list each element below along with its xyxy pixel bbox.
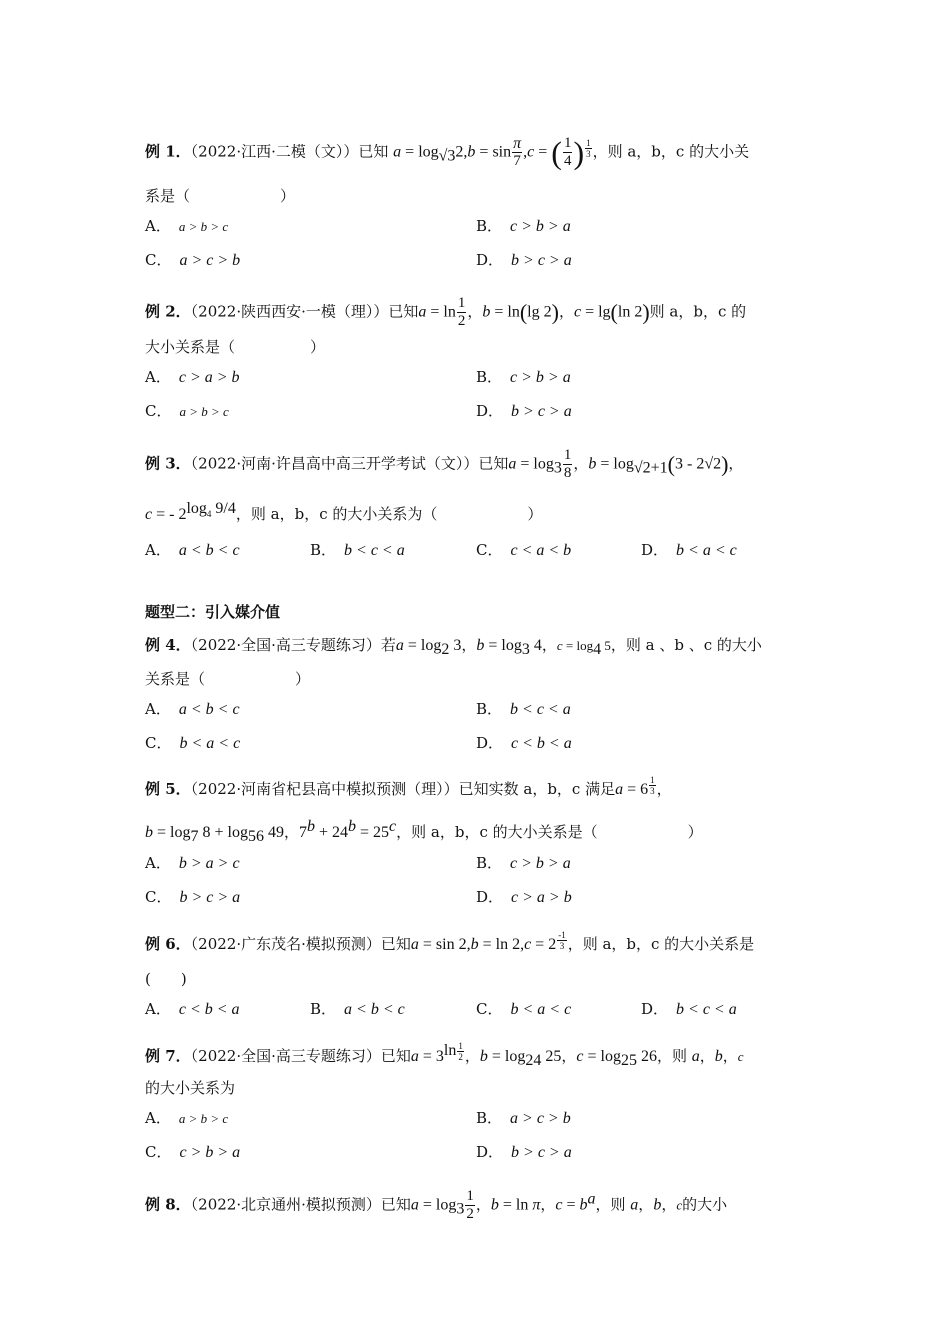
example-4-line-1: 例 4．（2022·全国·高三专题练习）若$a = \log_2 3$，$b = \log_3 4$，$c = \log_4 5$，则 a 、b 、c 的大小 xyxy=(145,636,762,658)
example-source: （2022·北京通州·模拟预测）已知 xyxy=(190,1195,411,1214)
option-d: D． c < b < a xyxy=(476,734,572,752)
example-5-line-2: $b = \log_7 8 + \log_{56} 49$，$7^b + 24^b = 25^c$，则 a，b，c 的大小关系是（ ） xyxy=(145,818,703,845)
example-5-line-1: 例 5．（2022·河南省杞县高中模拟预测（理））已知实数 a，b，c 满足a = 6 $^{\frac{1}{3}}$ ， xyxy=(145,775,672,798)
option-a: A． a < b < c xyxy=(145,541,240,559)
example-7-line-2: 的大小关系为 xyxy=(145,1079,236,1097)
option-b: B． c > b > a xyxy=(476,217,571,235)
option-b: B． c > b > a xyxy=(476,368,571,386)
example-4-line-2: 关系是（ ） xyxy=(145,670,311,688)
example-label: 例 5． xyxy=(145,780,191,798)
example-tail: ，则 a，b，c 的大小关系是（ ） xyxy=(396,823,703,841)
example-1-line-2: 系是（ ） xyxy=(145,187,296,205)
example-6-line-1: 例 6．（2022·广东茂名·模拟预测）已知a = sin 2,b = ln 2,c = 2 $^{\frac{-1}{3}}$ ，则 a，b，c 的大小关系是 xyxy=(145,930,755,953)
option-d: D． b > c > a xyxy=(476,251,572,269)
example-3-line-2: c = - $2^{log_4 9/4}$，则 a，b，c 的大小关系为（ ） xyxy=(145,500,543,523)
option-c: C． b < a < c xyxy=(476,1000,572,1018)
option-d: D． b > c > a xyxy=(476,1143,572,1161)
option-d: D． c > a > b xyxy=(476,888,572,906)
option-c: C． c > b > a xyxy=(145,1143,241,1161)
example-label: 例 4． xyxy=(145,636,191,654)
section-title: 题型二：引入媒介值 xyxy=(145,603,281,621)
option-a: A． c < b < a xyxy=(145,1000,240,1018)
example-6-line-2: ( ) xyxy=(145,970,187,988)
example-tail: ，则 a，b，c 的大小关系为（ ） xyxy=(235,505,543,523)
example-source: （2022·全国·高三专题练习）已知 xyxy=(190,1047,411,1066)
option-d: D． b < c < a xyxy=(641,1000,737,1018)
example-tail: ，则 a，b，c 的大小关系是 xyxy=(567,935,755,953)
example-source: （2022·河南省杞县高中模拟预测（理））已知实数 a，b，c 满足 xyxy=(190,780,616,798)
option-b: B． b < c < a xyxy=(476,700,571,718)
option-c: C． b < a < c xyxy=(145,734,241,752)
example-label: 例 8． xyxy=(145,1195,191,1214)
option-d: D． b < a < c xyxy=(641,541,737,559)
option-c: C． a > b > c xyxy=(145,402,229,420)
example-3-line-1: 例 3．（2022·河南·许昌高中高三开学考试（文））已知$a = \log_3$ $\frac{1}{8}$ ，$b = \log_{√2+1}(3 - 2√2)$， xyxy=(145,447,744,481)
option-b: B． a < b < c xyxy=(310,1000,405,1018)
option-d: D． b > c > a xyxy=(476,402,572,420)
example-source: （2022·广东茂名·模拟预测）已知 xyxy=(190,935,411,953)
option-c: C． c < a < b xyxy=(476,541,572,559)
example-source: （2022·全国·高三专题练习）若 xyxy=(190,636,396,654)
option-b: B． c > b > a xyxy=(476,854,571,872)
example-2-line-2: 大小关系是（ ） xyxy=(145,338,326,356)
formula: a xyxy=(393,143,402,161)
example-source: （2022·河南·许昌高中高三开学考试（文））已知 xyxy=(190,454,509,473)
example-tail: ，则 a，b，c 的大小关 xyxy=(592,142,750,161)
example-label: 例 7． xyxy=(145,1047,191,1066)
example-1-line-1: 例 1．（2022·江西·二模（文））已知 $a = \log_{√3}2,b = \sin$ $\frac{\pi}{7}$ ,c = ( $\frac{1}{4}$ ) $^{\frac{1}{3}}$ ，则 a，b，c 的大小关 xyxy=(145,134,750,171)
example-label: 例 2． xyxy=(145,302,191,321)
option-c: C． a > c > b xyxy=(145,251,241,269)
example-label: 例 6． xyxy=(145,935,191,953)
option-b: B． b < c < a xyxy=(310,541,405,559)
option-a: A． a < b < c xyxy=(145,700,240,718)
option-a: A． a > b > c xyxy=(145,1109,229,1127)
option-a: A． c > a > b xyxy=(145,368,240,386)
example-tail: ，则 a 、b 、c 的大小 xyxy=(610,636,762,654)
example-2-line-1: 例 2．（2022·陕西西安·一模（理））已知a = ln $\frac{1}{2}$ ，b = ln(lg 2)，c = lg(ln 2)则 a，b，c 的 xyxy=(145,295,747,329)
option-a: A． a > b > c xyxy=(145,217,229,235)
example-label: 例 1． xyxy=(145,142,191,161)
example-7-line-1: 例 7．（2022·全国·高三专题练习）已知$a = 3^{ln \frac{1}{2}}$ ，$b = \log_{24} 25$，$c = \log_{25} 26$，则 a，b，c xyxy=(145,1041,744,1070)
example-label: 例 3． xyxy=(145,454,191,473)
option-c: C． b > c > a xyxy=(145,888,241,906)
option-a: A． b > a > c xyxy=(145,854,240,872)
example-tail: 的大小 xyxy=(682,1195,728,1214)
example-source: （2022·陕西西安·一模（理））已知 xyxy=(190,302,419,321)
example-tail: 则 a，b，c 的 xyxy=(649,302,747,321)
option-b: B． a > c > b xyxy=(476,1109,571,1127)
example-source: （2022·江西·二模（文））已知 xyxy=(190,142,389,161)
example-8-line-1: 例 8．（2022·北京通州·模拟预测）已知$a = \log_3$ $\frac{1}{2}$ ，b = ln π，$c = b^a$，则 a，b，c的大小 xyxy=(145,1188,728,1222)
